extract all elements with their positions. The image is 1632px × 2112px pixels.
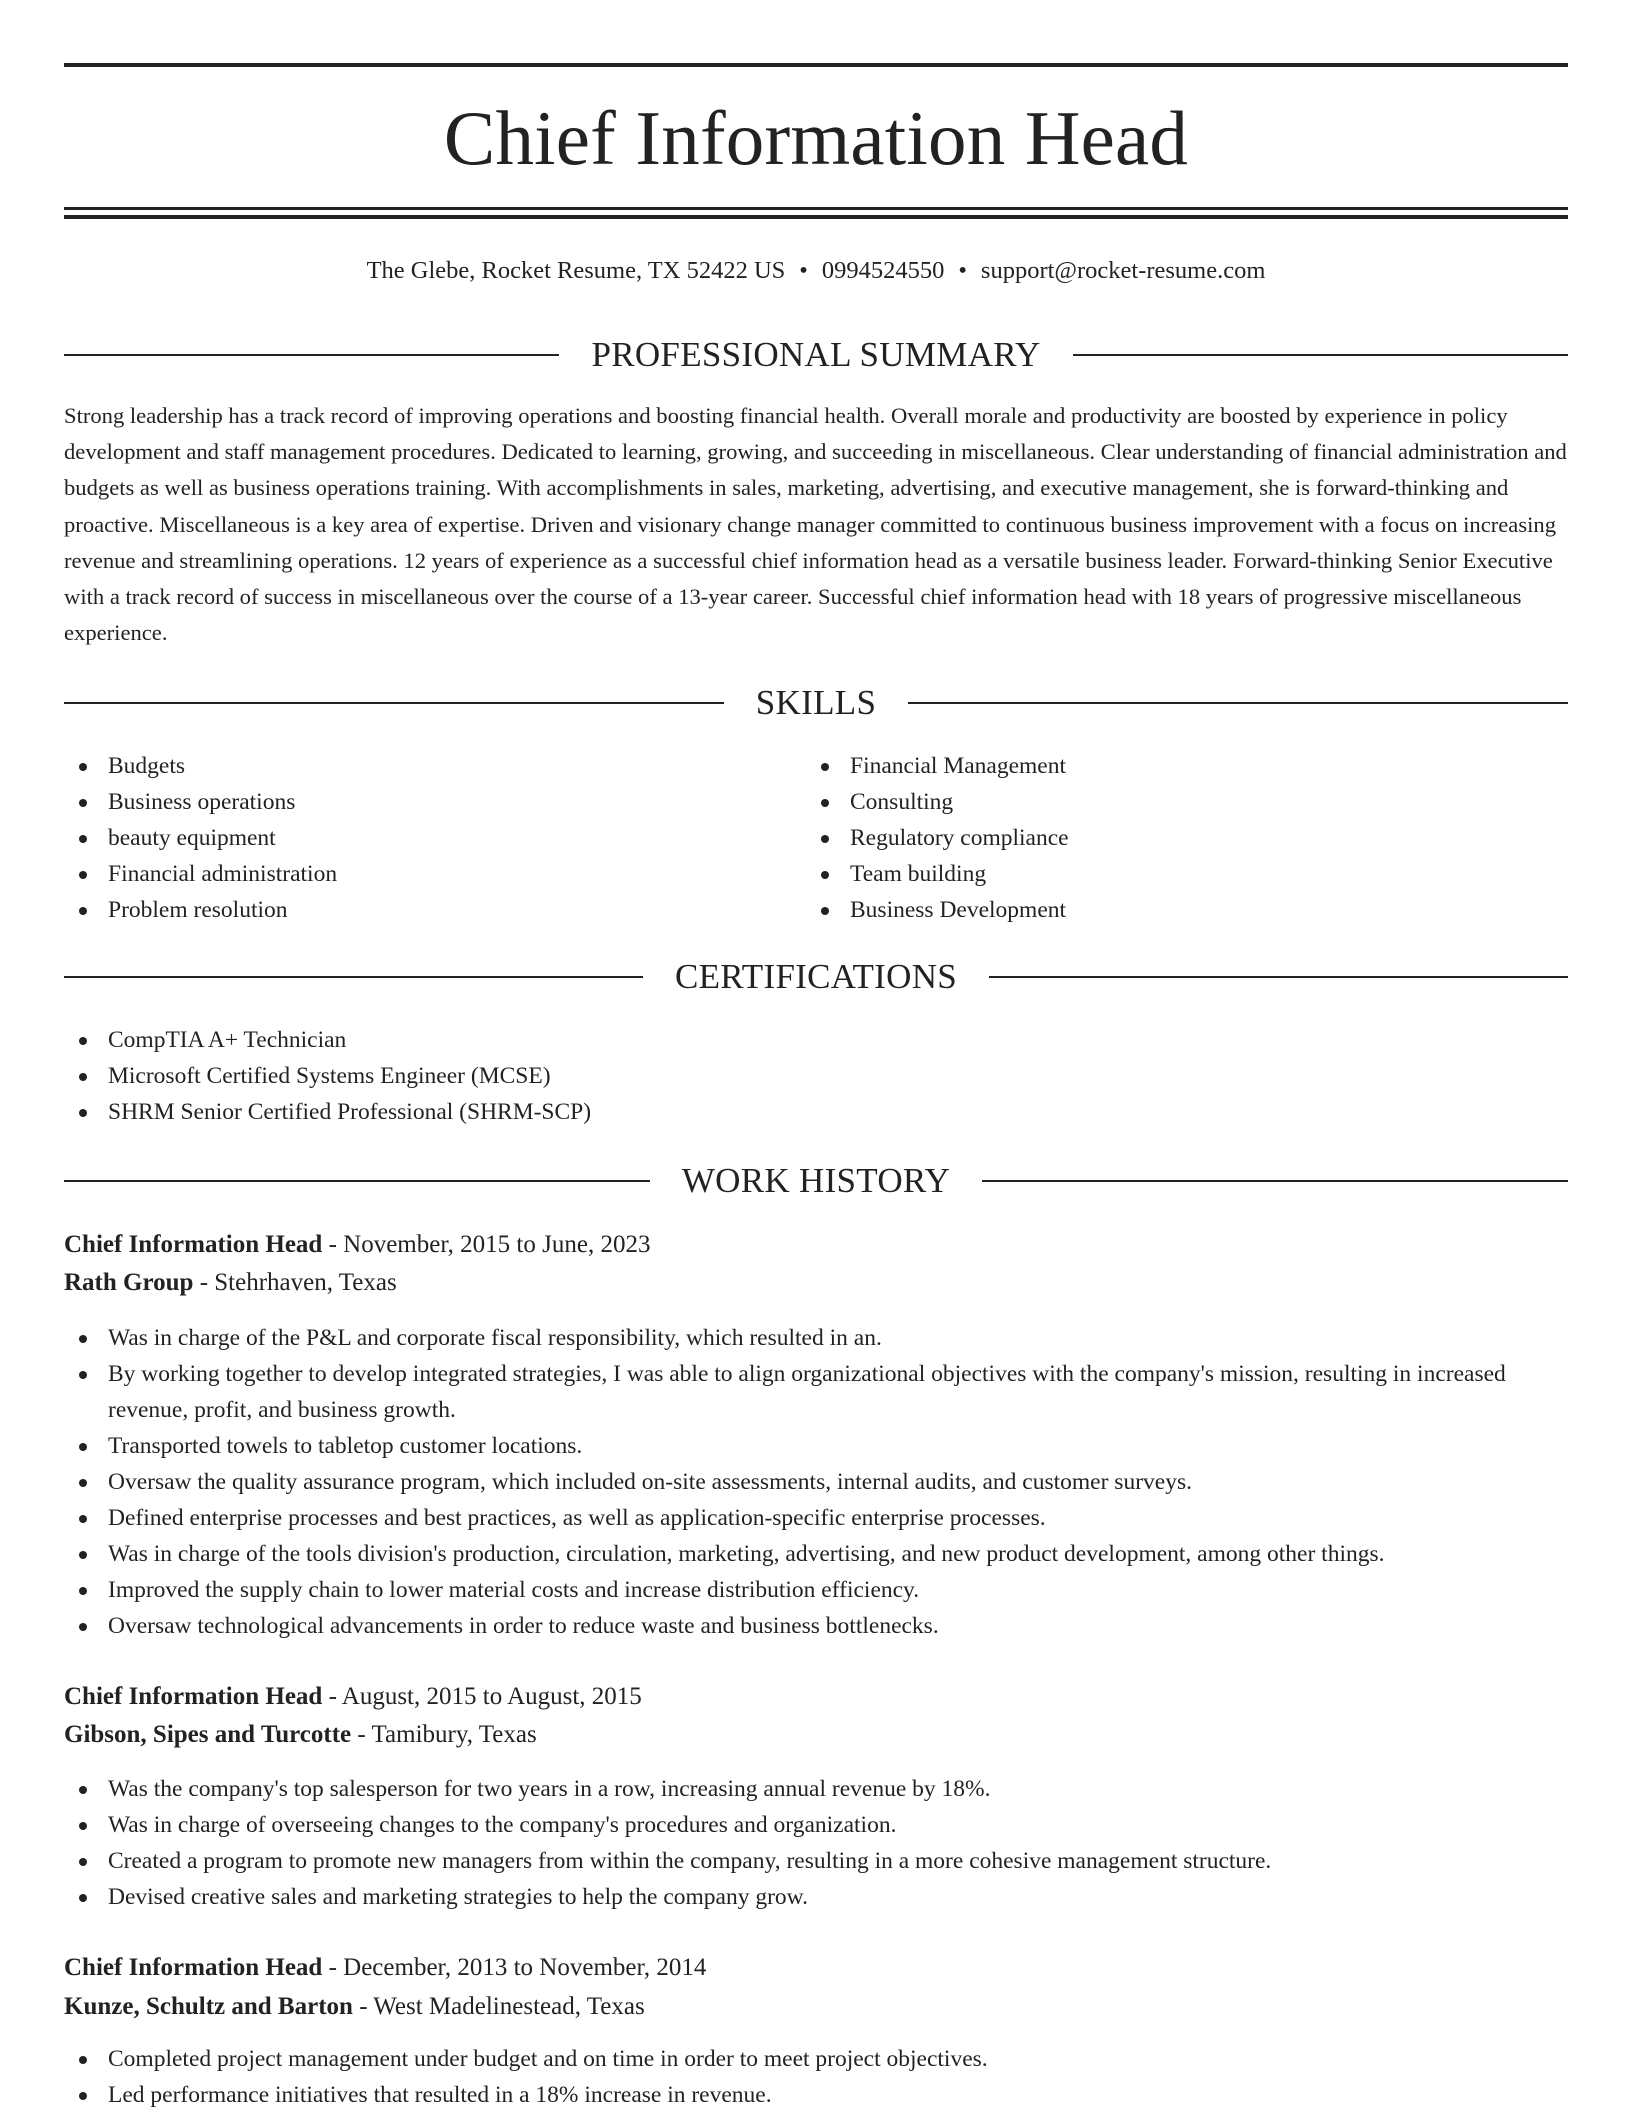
job-duty: Oversaw technological advancements in order to reduce waste and business bottlenecks. (64, 1608, 1568, 1644)
job-duties-list (64, 1320, 1568, 1644)
job-duty: Was the company's top salesperson for two years in a row, increasing annual revenue by 18%. (64, 1771, 1568, 1807)
resume-title: Chief Information Head (443, 95, 1189, 181)
job-duty: By working together to develop integrated strategies, I was able to align organizational objectives with the company's mission, resulting in increased revenue, profit, and business growth. (64, 1356, 1568, 1428)
job-title-line (64, 1678, 1568, 1716)
job-title-line (64, 1226, 1568, 1264)
contact-line (64, 253, 1568, 289)
section-header-skills (64, 683, 1568, 723)
skills-list-left (64, 748, 764, 928)
section-header-summary (64, 335, 1568, 375)
job-duties-list (64, 1771, 1568, 1915)
skill-item: Business operations (64, 784, 764, 820)
job-duties-list (64, 2041, 1568, 2112)
contact-phone: 0994524550 (821, 257, 945, 284)
section-title-work-history: WORK HISTORY (681, 1161, 951, 1200)
skill-item: Financial Management (806, 748, 1506, 784)
job-duty: Was in charge of the tools division's production, circulation, marketing, advertising, and new product development, among other things. (64, 1536, 1568, 1572)
contact-separator: • (799, 257, 808, 284)
section-rule (982, 1180, 1568, 1182)
certification-item: CompTIA A+ Technician (64, 1022, 1568, 1058)
section-rule (64, 1180, 650, 1182)
skill-item: Regulatory compliance (806, 820, 1506, 856)
section-title-summary: PROFESSIONAL SUMMARY (591, 335, 1041, 374)
job-duty: Devised creative sales and marketing strategies to help the company grow. (64, 1879, 1568, 1915)
job-company-line (64, 1716, 1568, 1754)
title-double-rule (64, 207, 1568, 219)
section-rule (64, 976, 643, 978)
section-rule (989, 976, 1568, 978)
section-rule (64, 354, 559, 356)
section-title-skills: SKILLS (755, 683, 877, 722)
skill-item: beauty equipment (64, 820, 764, 856)
skill-item: Problem resolution (64, 892, 764, 928)
job-dates: - December, 2013 to November, 2014 (322, 1954, 707, 1981)
job-title: Chief Information Head (64, 1683, 323, 1710)
job-dates: - August, 2015 to August, 2015 (322, 1683, 642, 1710)
certifications-list (64, 1022, 1568, 1130)
contact-email[interactable]: support@rocket-resume.com (980, 257, 1266, 284)
top-rule (64, 63, 1568, 67)
job-title-line (64, 1949, 1568, 1987)
job-duty: Oversaw the quality assurance program, which included on-site assessments, internal audits, and customer surveys. (64, 1464, 1568, 1500)
contact-separator: • (958, 257, 967, 284)
job-duty: Defined enterprise processes and best practices, as well as application-specific enterprise processes. (64, 1500, 1568, 1536)
job-location: - Stehrhaven, Texas (193, 1269, 397, 1296)
job-company: Rath Group (64, 1269, 194, 1296)
skill-item: Budgets (64, 748, 764, 784)
job-location: - West Madelinestead, Texas (352, 1993, 645, 2020)
section-rule (1073, 354, 1568, 356)
section-header-work-history (64, 1161, 1568, 1201)
job-company: Gibson, Sipes and Turcotte (64, 1721, 352, 1748)
job-duty: Created a program to promote new managers from within the company, resulting in a more cohesive management structure. (64, 1843, 1568, 1879)
section-rule (908, 702, 1568, 704)
job-duty: Was in charge of overseeing changes to the company's procedures and organization. (64, 1807, 1568, 1843)
job-duty: Transported towels to tabletop customer locations. (64, 1428, 1568, 1464)
job-dates: - November, 2015 to June, 2023 (322, 1231, 651, 1258)
summary-text: Strong leadership has a track record of improving operations and boosting financial health. Overall morale and productivity are boosted by experience in policy development and staff management procedures. Dedicated to learning, growing, and succeeding in miscellaneous. Clear understanding of financial administration and budgets as well as business operations training. With accomplishments in sales, marketing, advertising, and executive management, she is forward-thinking and proactive. Miscellaneous is a key area of expertise. Driven and visionary change manager committed to continuous business improvement with a focus on increasing revenue and streamlining operations. 12 years of experience as a successful chief information head as a versatile business leader. Forward-thinking Senior Executive with a track record of success in miscellaneous over the course of a 13-year career. Successful chief information head with 18 years of progressive miscellaneous experience. (64, 403, 1567, 646)
section-rule (64, 702, 724, 704)
certification-item: Microsoft Certified Systems Engineer (MCSE) (64, 1058, 1568, 1094)
job-location: - Tamibury, Texas (351, 1721, 537, 1748)
certification-item: SHRM Senior Certified Professional (SHRM-SCP) (64, 1094, 1568, 1130)
job-title: Chief Information Head (64, 1231, 323, 1258)
skills-list-right (806, 748, 1506, 928)
job-duty: Improved the supply chain to lower material costs and increase distribution efficiency. (64, 1572, 1568, 1608)
job-duty: Led performance initiatives that resulted in a 18% increase in revenue. (64, 2077, 1568, 2112)
skill-item: Financial administration (64, 856, 764, 892)
section-header-certifications (64, 957, 1568, 997)
job-title: Chief Information Head (64, 1954, 323, 1981)
job-duty: Was in charge of the P&L and corporate fiscal responsibility, which resulted in an. (64, 1320, 1568, 1356)
contact-address: The Glebe, Rocket Resume, TX 52422 US (366, 257, 786, 284)
job-company: Kunze, Schultz and Barton (64, 1993, 353, 2020)
job-company-line (64, 1988, 1568, 2026)
skill-item: Team building (806, 856, 1506, 892)
job-duty: Completed project management under budget and on time in order to meet project objectives. (64, 2041, 1568, 2077)
section-title-certifications: CERTIFICATIONS (674, 957, 958, 996)
skill-item: Business Development (806, 892, 1506, 928)
skill-item: Consulting (806, 784, 1506, 820)
job-company-line (64, 1264, 1568, 1302)
